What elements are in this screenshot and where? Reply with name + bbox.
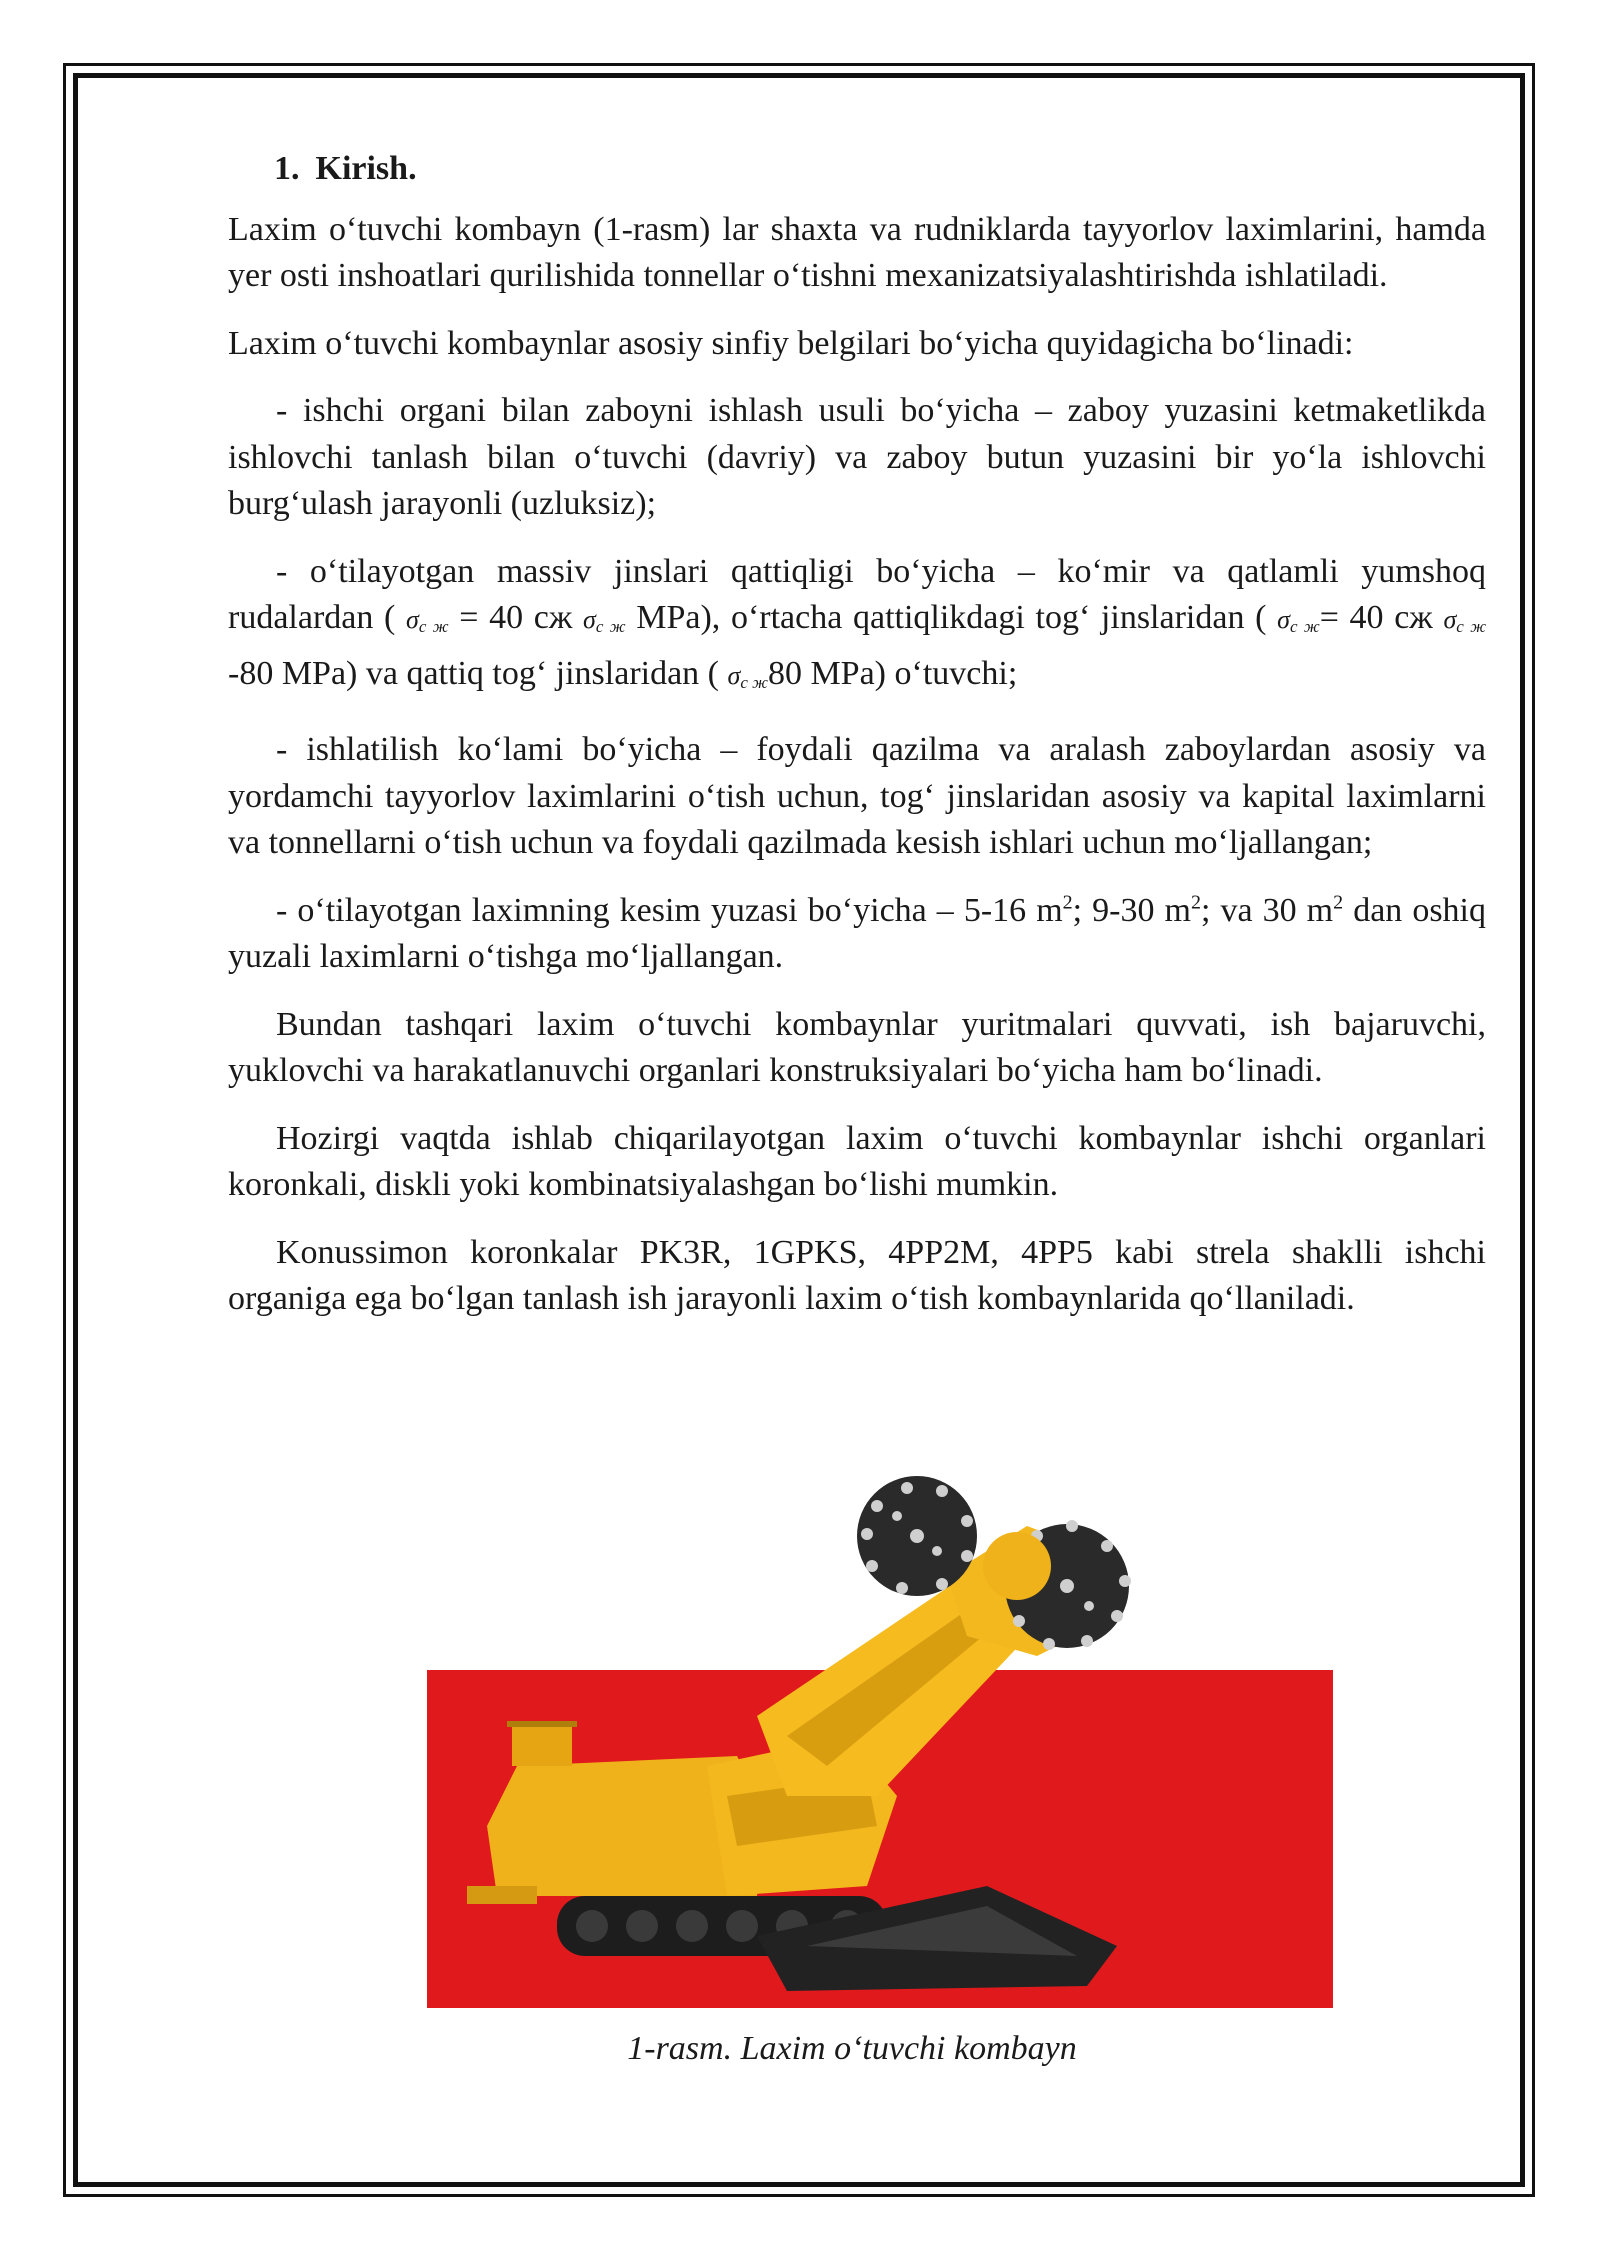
text-segment: 80 MPa) o‘tuvchi; [767, 654, 1018, 692]
text-segment: ; va 30 m [1201, 891, 1334, 929]
paragraph-intro: Laxim o‘tuvchi kombayn (1-rasm) lar shaxta va rudniklarda tayyorlov laximlarini, hamda yer osti inshoatlari qurilishida tonnellar o‘tishni mexanizatsiyalashtirishda ishlatiladi. [228, 210, 1486, 294]
paragraph-cross-section [228, 888, 1486, 981]
text-segment: -80 MPa) va qattiq tog‘ jinslaridan ( [228, 654, 720, 692]
paragraph-drives: Bundan tashqari laxim o‘tuvchi kombaynlar yuritmalari quvvati, ish bajaruvchi, yuklovchi va harakatlanuvchi organlari konstruksiyalari bo‘yicha ham bo‘linadi. [228, 1005, 1486, 1089]
section-number: 1. [274, 150, 300, 187]
superscript: 2 [1191, 891, 1201, 914]
paragraph-conical-crowns: Konussimon koronkalar PK3R, 1GPKS, 4PP2M, 4PP5 kabi strela shaklli ishchi organiga ega bo‘lgan tanlash ish jarayonli laxim o‘tish kombaynlarida qo‘llaniladi. [228, 1233, 1486, 1317]
text-segment: dan oshiq yuzali laximlarni o‘tishga mo‘ljallangan. [228, 891, 1487, 975]
text-segment: - o‘tilayotgan massiv jinslari qattiqligi bo‘yicha – ko‘mir va qatlamli yumshoq rudalardan ( [228, 552, 1486, 636]
section-heading [274, 146, 1486, 193]
text-segment: ; 9-30 m [1072, 891, 1191, 929]
sigma-symbol: σ [583, 605, 596, 634]
paragraph-classification: Laxim o‘tuvchi kombaynlar asosiy sinfiy belgilari bo‘yicha quyidagicha bo‘linadi: [228, 324, 1354, 362]
document-body [228, 146, 1486, 1344]
sigma-symbol: σ [406, 605, 419, 634]
text-segment: MPa), o‘rtacha qattiqlikdagi tog‘ jinslaridan ( [625, 599, 1267, 636]
sigma-subscript: с ж [740, 672, 768, 692]
sigma-subscript: с ж [1289, 617, 1320, 636]
paragraph-working-organs: Hozirgi vaqtda ishlab chiqarilayotgan laxim o‘tuvchi kombaynlar ishchi organlari koronkali, diskli yoki kombinatsiyalashgan bo‘lishi mumkin. [228, 1119, 1486, 1203]
text-segment: - o‘tilayotgan laximning kesim yuzasi bo‘yicha – 5-16 m [276, 891, 1063, 929]
sigma-subscript: с ж [1456, 617, 1487, 636]
roadheader-machine-image [427, 1466, 1333, 2008]
sigma-subscript: с ж [595, 617, 626, 636]
superscript: 2 [1333, 891, 1344, 914]
section-title: Kirish. [315, 150, 417, 187]
superscript: 2 [1062, 891, 1073, 914]
paragraph-application-scope: - ishlatilish ko‘lami bo‘yicha – foydali qazilma va aralash zaboylardan asosiy va yordamchi tayyorlov laximlarini o‘tish uchun, tog‘ jinslaridan asosiy va kapital laximlarni va tonnellarni o‘tish uchun va foydali qazilmada kesish ishlari uchun mo‘ljallangan; [228, 731, 1486, 861]
sigma-subscript: с ж [418, 617, 449, 636]
paragraph-working-method: - ishchi organi bilan zaboyni ishlash usuli bo‘yicha – zaboy yuzasini ketmaketlikda ishlovchi tanlash bilan o‘tuvchi (davriy) va zaboy butun yuzasini bir yo‘la ishlovchi burg‘ulash jarayonli (uzluksiz); [228, 392, 1486, 522]
sigma-symbol: σ [1443, 605, 1457, 634]
text-segment: = 40 сж [1319, 599, 1444, 636]
sigma-symbol: σ [727, 660, 741, 690]
sigma-symbol: σ [1277, 605, 1290, 634]
figure-caption: 1-rasm. Laxim o‘tuvchi kombayn [627, 2030, 1077, 2067]
text-segment: = 40 сж [448, 599, 583, 636]
paragraph-rock-hardness [228, 549, 1486, 707]
